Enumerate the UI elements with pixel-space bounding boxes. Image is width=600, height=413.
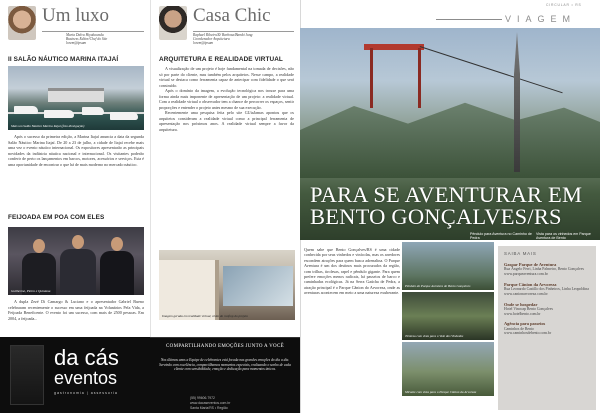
photo-platform-leg bbox=[418, 48, 421, 108]
photo-caption: Mais um Salão Náutico Marina Itajaí (foto divulgação) bbox=[11, 124, 85, 128]
info-item-description: Caminhos de Bento bbox=[504, 326, 534, 331]
info-box-saiba-mais bbox=[498, 246, 596, 410]
section-label-viagem: VIAGEM bbox=[505, 14, 577, 24]
photo-caption: Guilherme, Pietro e Quintana bbox=[11, 289, 51, 293]
ad-phone: (55) 99606.7972 bbox=[190, 396, 215, 400]
columnist-email: lorem@ipsum bbox=[66, 41, 87, 46]
ad-website: www.dacaseventos.com.br bbox=[190, 401, 231, 405]
feijoada-photo bbox=[8, 227, 144, 295]
info-item-name: Gaspar Parque de Aventura bbox=[504, 262, 557, 267]
info-item-link[interactable]: www.canionarvoreza.com.br bbox=[504, 291, 548, 296]
photo-platform-leg bbox=[370, 48, 373, 108]
columnist-credit bbox=[193, 33, 252, 46]
ad-brand-subtitle: gastronomia | assessoria bbox=[54, 391, 118, 395]
info-item-description: Rua Ângelo Ferri, Linha Palmeiro, Bento Gonçalves bbox=[504, 267, 584, 272]
photo-platform bbox=[364, 44, 424, 50]
info-item-link[interactable]: www.caminhosdebento.com.br bbox=[504, 331, 552, 336]
ad-text: Nos últimos anos a Equipe de celebrantes está focada nas grandes emoções do dia a dia. Servindo com excelência, compartilhamos momentos especiais, realizando o sonho de cada cliente com sensibilidade, emoção e dedicação para momentos únicos. bbox=[159, 358, 291, 372]
article-text bbox=[304, 247, 400, 296]
photo-boat bbox=[44, 110, 74, 118]
photo-boat bbox=[82, 107, 104, 115]
photo-boat bbox=[110, 112, 138, 120]
info-item-name: Onde se hospedar bbox=[504, 301, 538, 307]
photo-caption: Tirolesa com vista para o Vale dos Vinhedos bbox=[405, 334, 464, 338]
section-title-arquitetura: ARQUITETURA E REALIDADE VIRTUAL bbox=[159, 56, 283, 63]
columnist-photo bbox=[8, 6, 36, 40]
article-paragraph: Após o sucesso da primeira edição, a Marina Itajaí anuncia a data da segunda Salão Náutico Marina Itajaí. De 20 a 23 de julho, a cidade de Itajaí recebe mais uma vez o evento náutico internacional. Os expositores apresentarão as principais novidades da indústria náutica nacional e internacional. Os visitantes poderão conferir de perto os lançamentos em barcos, motores, acessórios e serviços. Esta é uma oportunidade de encontrar o que há de mais moderno no mercado náutico. bbox=[8, 134, 144, 167]
marina-photo bbox=[8, 66, 144, 130]
info-item bbox=[504, 302, 590, 317]
architecture-render-photo bbox=[159, 250, 295, 320]
info-item bbox=[504, 262, 590, 277]
ad-title: COMPARTILHANDO EMOÇÕES JUNTO A VOCÊ bbox=[166, 344, 284, 349]
section-title-feijoada: FEIJOADA EM POA COM ELES bbox=[8, 214, 105, 221]
columnist-photo bbox=[159, 6, 187, 40]
advertisement-dacas-left bbox=[0, 337, 150, 413]
photo-caption: Mirante com vista para o Parque Cânion da Arvoreza bbox=[405, 390, 477, 394]
info-item-link[interactable]: www.hotelbento.com.br bbox=[504, 311, 541, 316]
info-item bbox=[504, 321, 590, 336]
column-header-um-luxo bbox=[8, 6, 144, 48]
thumbnail-photo bbox=[402, 342, 494, 396]
info-item-link[interactable]: www.parqueaventura.com.br bbox=[504, 272, 548, 276]
ad-brand-line2: eventos bbox=[54, 368, 118, 388]
photo-boat bbox=[14, 106, 38, 114]
info-item-description: Rua Leonardo Castillo dos Pinheiros, Linha Leopoldina bbox=[504, 287, 589, 291]
publication-tag: CIRCULAR • RS bbox=[546, 3, 582, 7]
photo-building bbox=[48, 88, 104, 102]
thumbnail-photo bbox=[402, 242, 494, 290]
section-title-marina: II SALÃO NÁUTICO MARINA ITAJAÍ bbox=[8, 56, 119, 63]
article-body-viagem bbox=[304, 247, 400, 296]
article-body-feijoada bbox=[8, 299, 144, 333]
photo-glass bbox=[223, 266, 293, 306]
photo-mountains bbox=[300, 98, 600, 178]
advertisement-dacas bbox=[150, 337, 300, 413]
columnist-role: Coordenador Arquitetura bbox=[193, 37, 230, 42]
ad-photo bbox=[10, 345, 44, 405]
info-item-description: Hotel Vinocap Bento Gonçalves bbox=[504, 306, 553, 311]
columnist-role: Business Editor/Chef do Site bbox=[66, 37, 108, 42]
photo-tower bbox=[514, 32, 520, 172]
section-rule bbox=[436, 19, 502, 20]
info-item bbox=[504, 282, 590, 297]
header-rule bbox=[42, 31, 144, 32]
article-paragraph: Quem sabe que Bento Gonçalves/RS é uma cidade conhecida por seus vinhedos e vinícolas, mas os arredores escondem atrações para quem busca adrenalina. O Parque Aventura é um dos destinos mais procurados da região, com trilhas, tirolesas, rapel e pêndulo gigante. Para quem prefere emoções menos radicais, há passeios de barco e caminhadas ecológicas. Já na Serra Gaúcha de Pedra, a atração principal é o Parque Cânion do Arvoreza, onde as aventuras acontecem em meio a uma natureza exuberante. bbox=[304, 247, 400, 296]
columnist-email: lorem@ipsum bbox=[193, 41, 214, 46]
columnist-name: Raphael Ribeiro/Zé Barbosa/Bambi Jung bbox=[193, 33, 253, 37]
photo-cable bbox=[420, 46, 563, 93]
photo-caption: Imagem gerada em realidade virtual, visão do rooftop do projeto bbox=[162, 314, 248, 318]
photo-wall bbox=[159, 260, 219, 320]
hero-headline: PARA SE AVENTURAR EM BENTO GONÇALVES/RS bbox=[310, 182, 583, 229]
ad-address: Santa Maria/RS • Região bbox=[190, 406, 228, 410]
info-box-header: SAIBA MAIS bbox=[504, 251, 537, 256]
columnist-credit bbox=[66, 33, 107, 46]
article-body-marina bbox=[8, 134, 144, 198]
article-body-arquitetura bbox=[159, 66, 294, 246]
info-item-name: Parque Cânion da Arvoreza bbox=[504, 281, 557, 287]
thumbnail-photo bbox=[402, 292, 494, 340]
ad-brand-line1: da cás bbox=[54, 345, 119, 370]
column-title: Um luxo bbox=[42, 5, 110, 26]
column-title: Casa Chic bbox=[193, 5, 271, 26]
header-rule bbox=[193, 31, 294, 32]
hero-caption-left: Pêndulo para Aventura no Caminho de Pedra bbox=[470, 232, 532, 240]
columnist-name: Maria Dalva Hiyakawada bbox=[66, 33, 104, 37]
article-paragraph: A dupla Zezé Di Camargo & Luciano e o apresentador Gabriel Bueno celebraram recentemente o sucesso em uma feijoada na Volunários Pela Vida, a Feijoada Beneficente. O evento foi um sucesso, com mais de 2500 pessoas. Em 2004, a feijoada... bbox=[8, 299, 144, 321]
article-paragraph: Recentemente uma pesquisa feita pelo site GUiaJamas apontou que os arquitetos consideram a realidade virtual como a principal ferramenta de apresentação nos próximos anos. A realidade virtual sempre a favor da arquitetura. bbox=[159, 110, 294, 132]
article-paragraph: A visualização de um projeto é hoje fundamental na tomada de decisões, não só por parte do cliente, mas também pelos arquitetos. Nesse campo, a realidade virtual se destaca como ferramenta capaz de antecipar com fidelidade o que será construído. bbox=[159, 66, 294, 88]
hero-caption-right: Vista para os vinhedos em Parque Aventura de Bento bbox=[536, 232, 591, 240]
article-paragraph: Após o domínio da imagem, a evolução tecnológica nos trouxe para uma forma ainda mais imponente de apresentação de um projeto: a realidade virtual. Com a realidade virtual o observador tem a chance de percorrer os espaços, sentir proporções e entender o projeto antes mesmo de sua execução. bbox=[159, 88, 294, 110]
photo-caption: Pêndulo do Parque Aventura de Bento Gonçalves bbox=[405, 284, 471, 288]
column-header-casa-chic bbox=[159, 6, 294, 48]
info-item-name: Agência para passeios bbox=[504, 321, 546, 327]
